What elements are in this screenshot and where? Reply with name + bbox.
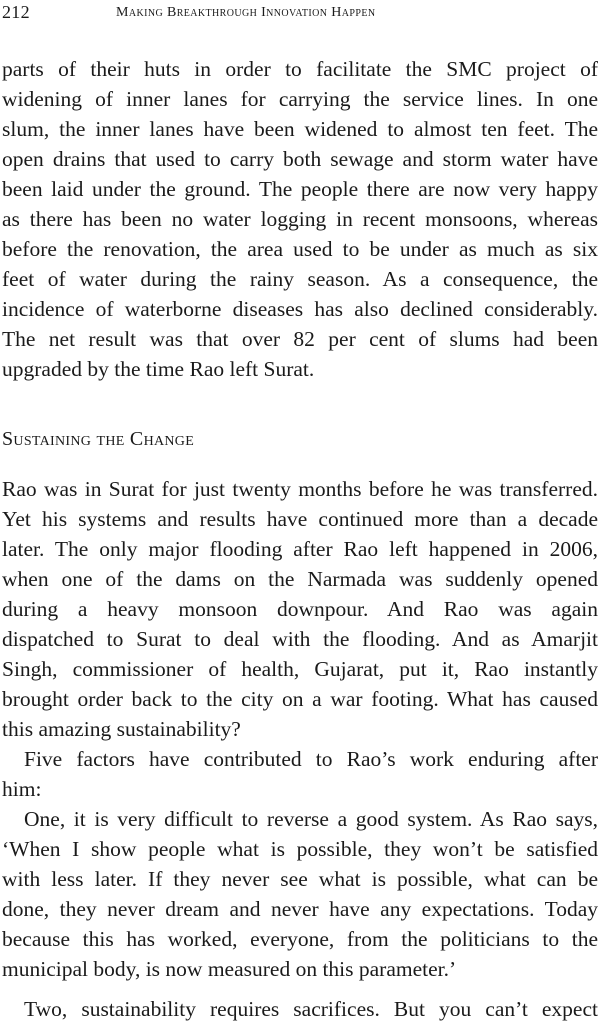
section-heading: Sustaining the Change [2, 428, 195, 450]
text-line: because this has worked, everyone, from the politicians to the [2, 927, 598, 951]
text-line: Two, sustainability requires sacrifices. But you can’t expect [24, 997, 598, 1021]
text-line: him: [2, 777, 42, 801]
text-line: this amazing sustainability? [2, 717, 241, 741]
text-line: Singh, commissioner of health, Gujarat, put it, Rao instantly [2, 657, 598, 681]
text-line: open drains that used to carry both sewage and storm water have [2, 147, 598, 171]
text-line: incidence of waterborne diseases has also declined considerably. [2, 297, 598, 321]
text-line: Five factors have contributed to Rao’s work enduring after [24, 747, 598, 771]
text-line: widening of inner lanes for carrying the service lines. In one [2, 87, 598, 111]
text-line: ‘When I show people what is possible, they won’t be satisfied [2, 837, 598, 861]
text-line: upgraded by the time Rao left Surat. [2, 357, 315, 381]
text-line: done, they never dream and never have any expectations. Today [2, 897, 598, 921]
text-line: later. The only major flooding after Rao left happened in 2006, [2, 537, 598, 561]
text-line: as there has been no water logging in recent monsoons, whereas [2, 207, 598, 231]
text-line: been laid under the ground. The people there are now very happy [2, 177, 598, 201]
text-line: Rao was in Surat for just twenty months before he was transferred. [2, 477, 598, 501]
page-number: 212 [2, 2, 30, 22]
text-line: Yet his systems and results have continued more than a decade [2, 507, 598, 531]
text-line: The net result was that over 82 per cent of slums had been [2, 327, 598, 351]
running-title: Making Breakthrough Innovation Happen [116, 5, 376, 20]
text-line: slum, the inner lanes have been widened to almost ten feet. The [2, 117, 598, 141]
text-line: before the renovation, the area used to be under as much as six [2, 237, 598, 261]
text-line: when one of the dams on the Narmada was suddenly opened [2, 567, 598, 591]
text-line: during a heavy monsoon downpour. And Rao was again [2, 597, 598, 621]
text-line: with less later. If they never see what is possible, what can be [2, 867, 598, 891]
text-line: dispatched to Surat to deal with the flooding. And as Amarjit [2, 627, 598, 651]
text-line: feet of water during the rainy season. As a consequence, the [2, 267, 598, 291]
text-line: municipal body, is now measured on this parameter.’ [2, 957, 457, 981]
text-line: brought order back to the city on a war footing. What has caused [2, 687, 598, 711]
text-line: parts of their huts in order to facilitate the SMC project of [2, 57, 598, 81]
text-line: One, it is very difficult to reverse a good system. As Rao says, [24, 807, 598, 831]
running-head [2, 2, 598, 24]
